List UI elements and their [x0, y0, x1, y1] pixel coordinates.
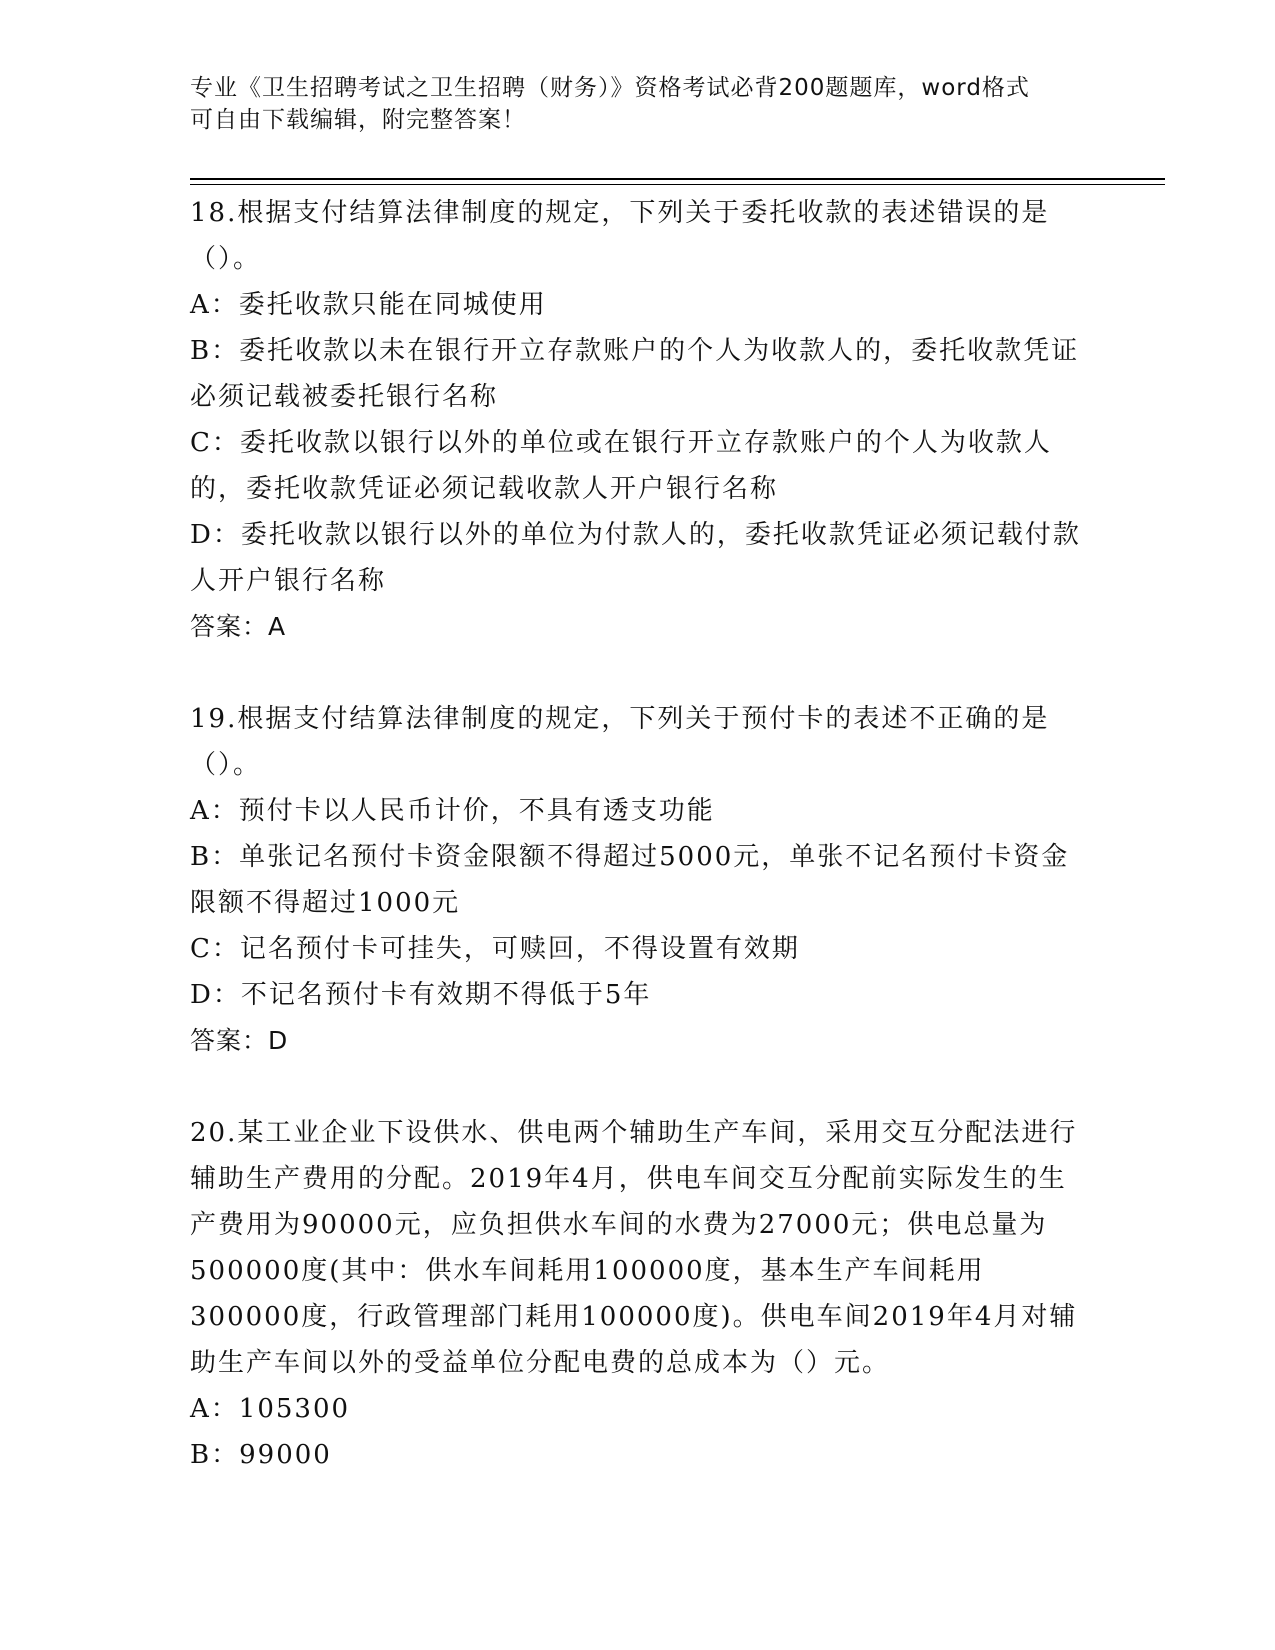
option-d: D：委托收款以银行以外的单位为付款人的，委托收款凭证必须记载付款人开户银行名称	[190, 520, 1081, 596]
answer-label: 答案：A	[190, 612, 287, 641]
header-divider-thick	[190, 178, 1165, 180]
option-b: B：单张记名预付卡资金限额不得超过5000元，单张不记名预付卡资金限额不得超过1000元	[190, 842, 1070, 918]
option-b: B：委托收款以未在银行开立存款账户的个人为收款人的，委托收款凭证必须记载被委托银行名称	[190, 336, 1080, 412]
header-divider-thin	[190, 184, 1165, 185]
option-d: D：不记名预付卡有效期不得低于5年	[190, 980, 652, 1010]
question-list	[190, 190, 1090, 1478]
header-line-2: 可自由下载编辑，附完整答案！	[190, 107, 526, 133]
question-stem: 18.根据支付结算法律制度的规定，下列关于委托收款的表述错误的是（）。	[190, 198, 1050, 274]
option-a: A：委托收款只能在同城使用	[190, 290, 547, 320]
question-20	[190, 1110, 1090, 1478]
option-a: A：105300	[190, 1394, 351, 1424]
answer-label: 答案：D	[190, 1026, 289, 1055]
question-stem: 20.某工业企业下设供水、供电两个辅助生产车间，采用交互分配法进行辅助生产费用的分配。2019年4月，供电车间交互分配前实际发生的生产费用为90000元，应负担供水车间的水费为27000元；供电总量为500000度(其中：供水车间耗用100000度，基本生产车间耗用300000度，行政管理部门耗用100000度)。供电车间2019年4月对辅助生产车间以外的受益单位分配电费的总成本为（）元。	[190, 1118, 1078, 1378]
option-b: B：99000	[190, 1440, 332, 1470]
question-19	[190, 696, 1090, 1064]
question-18	[190, 190, 1090, 650]
question-stem: 19.根据支付结算法律制度的规定，下列关于预付卡的表述不正确的是（）。	[190, 704, 1050, 780]
header-line-1: 专业《卫生招聘考试之卫生招聘（财务）》资格考试必背200题题库，word格式	[190, 75, 1030, 101]
option-a: A：预付卡以人民币计价，不具有透支功能	[190, 796, 715, 826]
option-c: C：记名预付卡可挂失，可赎回，不得设置有效期	[190, 934, 800, 964]
option-c: C：委托收款以银行以外的单位或在银行开立存款账户的个人为收款人的，委托收款凭证必须记载收款人开户银行名称	[190, 428, 1052, 504]
document-header	[190, 72, 1090, 136]
